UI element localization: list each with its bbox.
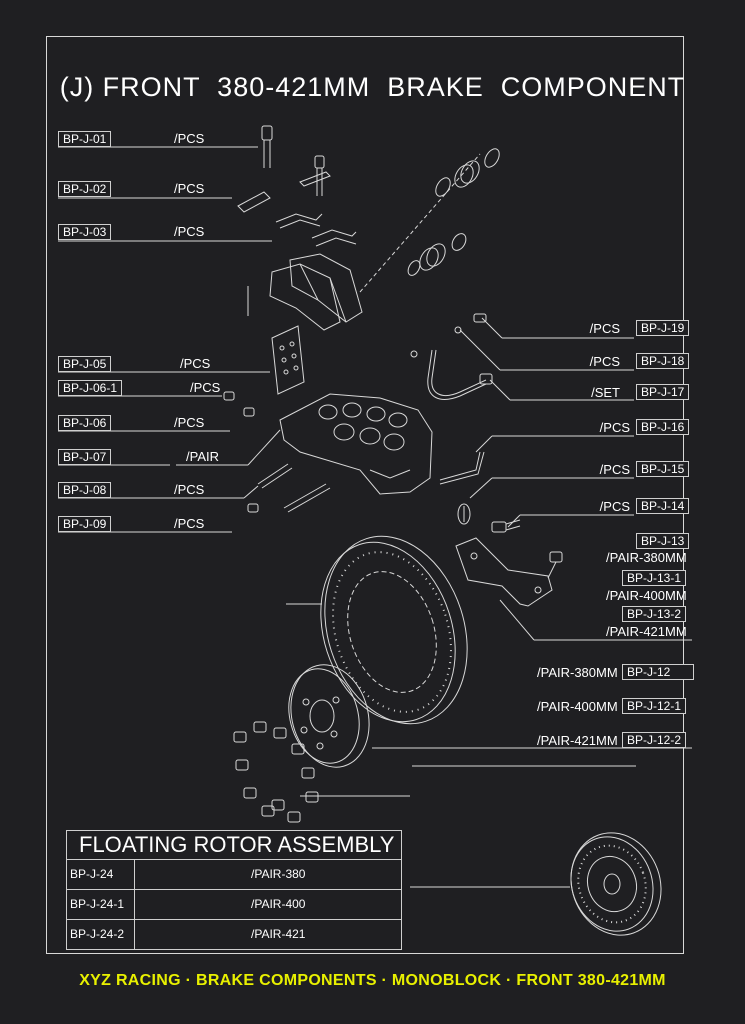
part-qty-bp-j-14: /PCS bbox=[599, 499, 630, 514]
part-qty-bp-j-03: /PCS bbox=[174, 224, 205, 239]
bolt-drawing bbox=[262, 126, 324, 196]
part-code-bp-j-05: BP-J-05 bbox=[58, 356, 111, 372]
floating-rotor-code: BP-J-24-1 bbox=[67, 890, 135, 919]
part-qty-bp-j-01: /PCS bbox=[174, 131, 205, 146]
part-code-bp-j-13-2: BP-J-13-2 bbox=[622, 606, 686, 622]
page-title: (J) FRONT 380-421MM BRAKE COMPONENT bbox=[59, 72, 686, 102]
part-qty-bp-j-08: /PCS bbox=[174, 482, 205, 497]
bracket-bolt-drawing bbox=[492, 520, 562, 578]
part-qty-bp-j-12-2: /PAIR-421MM bbox=[537, 733, 618, 748]
part-qty-bp-j-12: /PAIR-380MM bbox=[537, 665, 618, 680]
part-code-bp-j-18: BP-J-18 bbox=[636, 353, 689, 369]
bleeder-drawing bbox=[224, 392, 254, 416]
part-qty-bp-j-06: /PCS bbox=[174, 415, 205, 430]
table-row bbox=[67, 890, 401, 920]
part-qty-bp-j-13-1: /PAIR-400MM bbox=[606, 588, 687, 603]
bridge-pipe-drawing bbox=[440, 452, 484, 484]
part-code-bp-j-12-2: BP-J-12-2 bbox=[622, 732, 686, 748]
table-row bbox=[67, 920, 401, 949]
table-row bbox=[67, 860, 401, 890]
part-code-bp-j-06: BP-J-06 bbox=[58, 415, 111, 431]
part-code-bp-j-14: BP-J-14 bbox=[636, 498, 689, 514]
part-qty-bp-j-06-1: /PCS bbox=[190, 380, 221, 395]
floating-rotor-qty: /PAIR-400 bbox=[251, 897, 306, 911]
floating-rotor-heading: FLOATING ROTOR ASSEMBLY bbox=[67, 831, 401, 860]
part-code-bp-j-07: BP-J-07 bbox=[58, 449, 111, 465]
part-code-bp-j-09: BP-J-09 bbox=[58, 516, 111, 532]
part-qty-bp-j-09: /PCS bbox=[174, 516, 205, 531]
part-qty-bp-j-02: /PCS bbox=[174, 181, 205, 196]
floating-rotor-table bbox=[66, 830, 402, 950]
spring-clip-drawing bbox=[458, 504, 470, 524]
pad-spring-drawing bbox=[276, 214, 356, 246]
floating-rotor-assembly-drawing bbox=[557, 820, 675, 948]
part-code-bp-j-12: BP-J-12 bbox=[622, 664, 694, 680]
part-code-bp-j-03: BP-J-03 bbox=[58, 224, 111, 240]
part-code-bp-j-16: BP-J-16 bbox=[636, 419, 689, 435]
part-code-bp-j-19: BP-J-19 bbox=[636, 320, 689, 336]
part-code-bp-j-02: BP-J-02 bbox=[58, 181, 111, 197]
part-qty-bp-j-13-2: /PAIR-421MM bbox=[606, 624, 687, 639]
part-code-bp-j-15: BP-J-15 bbox=[636, 461, 689, 477]
floating-button-ring-drawing bbox=[234, 722, 318, 822]
floating-rotor-qty: /PAIR-421 bbox=[251, 927, 306, 941]
part-code-bp-j-13-1: BP-J-13-1 bbox=[622, 570, 686, 586]
footer-caption: XYZ RACING · BRAKE COMPONENTS · MONOBLOCK · FRONT 380-421MM bbox=[79, 972, 666, 989]
part-code-bp-j-01: BP-J-01 bbox=[58, 131, 111, 147]
part-code-bp-j-17: BP-J-17 bbox=[636, 384, 689, 400]
hardware-plate-drawing bbox=[272, 326, 304, 394]
caliper-body-drawing bbox=[280, 394, 432, 494]
part-code-bp-j-08: BP-J-08 bbox=[58, 482, 111, 498]
leader-lines-left bbox=[58, 147, 322, 604]
part-code-bp-j-06-1: BP-J-06-1 bbox=[58, 380, 122, 396]
piston-seal-drawing bbox=[360, 146, 502, 292]
floating-rotor-qty: /PAIR-380 bbox=[251, 867, 306, 881]
brake-pad-drawing bbox=[270, 254, 362, 330]
part-qty-bp-j-05: /PCS bbox=[180, 356, 211, 371]
part-qty-bp-j-18: /PCS bbox=[589, 354, 620, 369]
part-qty-bp-j-15: /PCS bbox=[599, 462, 630, 477]
brake-line-drawing bbox=[411, 314, 492, 399]
floating-rotor-code: BP-J-24-2 bbox=[67, 920, 135, 949]
pad-pin-drawing bbox=[238, 172, 330, 212]
part-qty-bp-j-19: /PCS bbox=[589, 321, 620, 336]
part-qty-bp-j-07: /PAIR bbox=[186, 449, 219, 464]
mounting-bolt-drawing bbox=[248, 464, 330, 512]
floating-rotor-code: BP-J-24 bbox=[67, 860, 135, 889]
rotor-disc-drawing bbox=[299, 518, 491, 743]
caliper-bracket-drawing bbox=[456, 538, 552, 606]
part-code-bp-j-12-1: BP-J-12-1 bbox=[622, 698, 686, 714]
rotor-hat-drawing bbox=[279, 656, 380, 776]
part-qty-bp-j-13: /PAIR-380MM bbox=[606, 550, 687, 565]
part-qty-bp-j-17: /SET bbox=[591, 385, 620, 400]
part-qty-bp-j-16: /PCS bbox=[599, 420, 630, 435]
part-qty-bp-j-12-1: /PAIR-400MM bbox=[537, 699, 618, 714]
part-code-bp-j-13: BP-J-13 bbox=[636, 533, 689, 549]
